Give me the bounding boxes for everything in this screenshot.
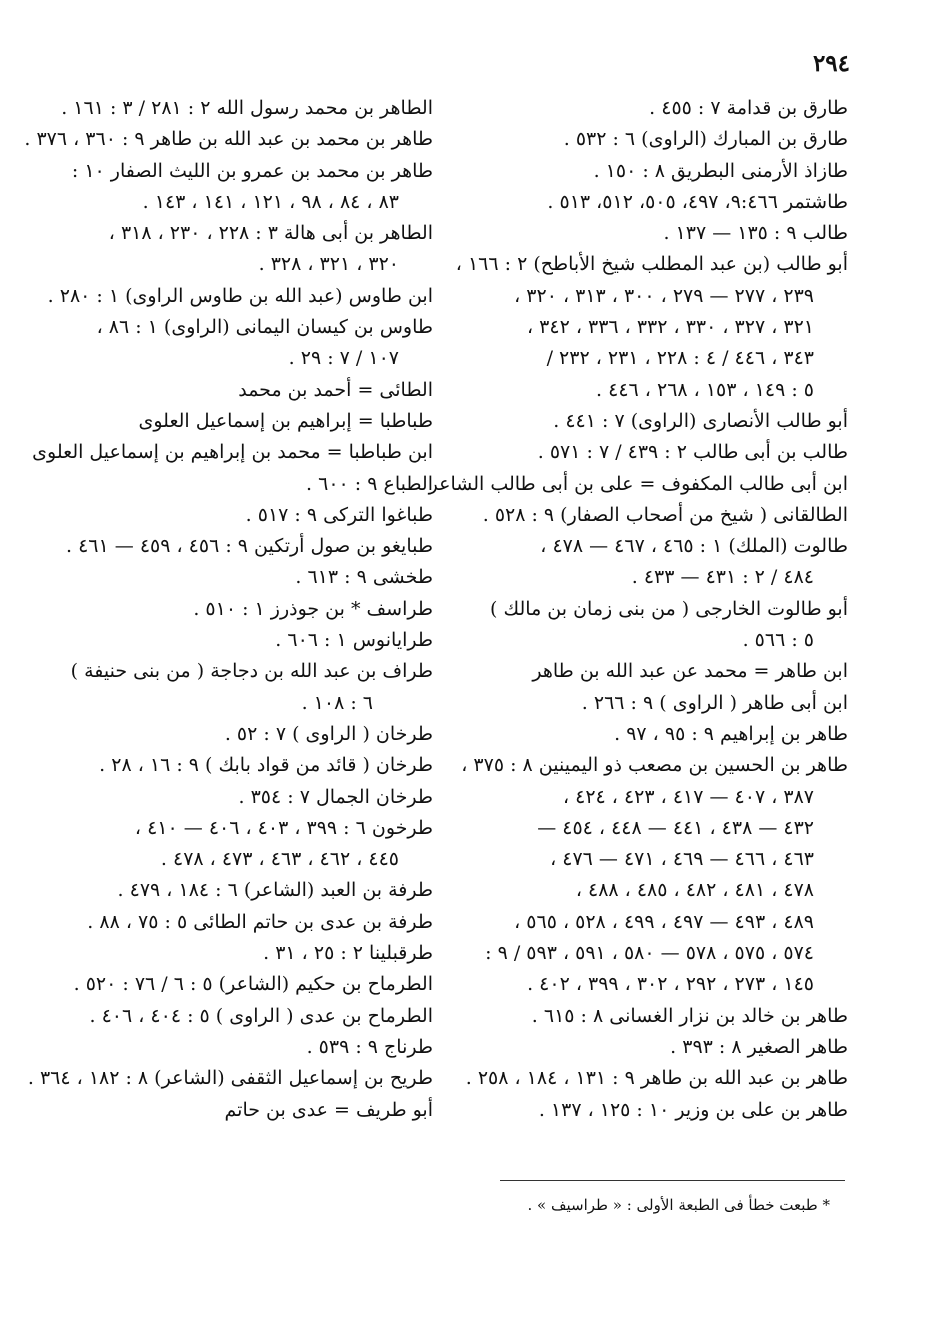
index-entry-line: ٣٤٣ ، ٤٤٦ / ٤ : ٢٢٨ ، ٢٣١ ، ٢٣٢ /: [546, 347, 814, 370]
index-entry-line: طاوس بن كيسان اليمانى (الراوى) ١ : ٨٦ ،: [96, 316, 433, 339]
index-entry-line: طاهر بن إبراهيم ٩ : ٩٥ ، ٩٧ .: [614, 722, 848, 745]
index-entry-line: طرخون ٦ : ٣٩٩ ، ٤٠٣ ، ٤٠٦ — ٤١٠ ،: [134, 816, 433, 839]
index-entry-line: ٢٣٩ ، ٢٧٧ — ٢٧٩ ، ٣٠٠ ، ٣١٣ ، ٣٢٠ ،: [514, 284, 814, 307]
index-entry-line: طرفة بن العبد (الشاعر) ٦ : ١٨٤ ، ٤٧٩ .: [117, 879, 433, 902]
index-entry-line: ٦ : ١٠٨ .: [301, 691, 373, 714]
index-entry-line: ابن أبى طاهر ( الراوى ) ٩ : ٢٦٦ .: [581, 691, 848, 714]
index-entry-line: ٨٣ ، ٨٤ ، ٩٨ ، ١٢١ ، ١٤١ ، ١٤٣ .: [142, 190, 399, 213]
footnote-rule: [500, 1180, 845, 1181]
index-entry-line: طرناج ٩ : ٥٣٩ .: [306, 1035, 433, 1058]
index-entry-line: ابن أبى طالب المكفوف = على بن أبى طالب الشاعر: [428, 472, 848, 495]
index-entry-line: طرايانوس ١ : ٦٠٦ .: [275, 629, 433, 652]
index-entry-line: طاهر بن محمد بن عبد الله بن طاهر ٩ : ٣٦٠ ، ٣٧٦ .: [24, 128, 433, 151]
index-entry-line: طرقبلينا ٢ : ٢٥ ، ٣١ .: [263, 942, 433, 965]
index-entry-line: طرخان الجمال ٧ : ٣٥٤ .: [238, 785, 433, 808]
index-entry-line: طارق بن قدامة ٧ : ٤٥٥ .: [649, 97, 848, 119]
index-entry-line: طاهر بن خالد بن نزار الغسانى ٨ : ٦١٥ .: [531, 1004, 848, 1027]
index-entry-line: ٤٨٤ / ٢ : ٤٣١ — ٤٣٣ .: [631, 566, 814, 589]
index-entry-line: طالب بن أبى طالب ٢ : ٤٣٩ / ٧ : ٥٧١ .: [537, 441, 848, 464]
index-entry-line: طالوت (الملك) ١ : ٤٦٥ ، ٤٦٧ — ٤٧٨ ،: [540, 535, 848, 558]
index-entry-line: طاهر بن الحسين بن مصعب ذو اليمينين ٨ : ٣٧٥ ،: [461, 754, 848, 777]
index-entry-line: طازاذ الأرمنى البطريق ٨ : ١٥٠ .: [593, 159, 848, 182]
index-entry-line: ٤٨٩ ، ٤٩٣ — ٤٩٧ ، ٤٩٩ ، ٥٢٨ ، ٥٦٥ ،: [514, 910, 814, 933]
index-entry-line: طاهر بن على بن وزير ١٠ : ١٢٥ ، ١٣٧ .: [538, 1098, 848, 1121]
index-entry-line: طاهر بن عبد الله بن طاهر ٩ : ١٣١ ، ١٨٤ ، ٢٥٨ .: [465, 1067, 848, 1090]
index-entry-line: طاشتمر ٩:٤٦٦، ٤٩٧، ٥٠٥، ٥١٢، ٥١٣ .: [547, 190, 848, 213]
index-column-left: [24, 93, 433, 1126]
index-entry-line: ابن طاوس (عبد الله بن طاوس الراوى) ١ : ٢٨٠ .: [47, 284, 433, 307]
index-column-right: [428, 93, 848, 1126]
index-entry-line: ٤٤٥ ، ٤٦٢ ، ٤٦٣ ، ٤٧٣ ، ٤٧٨ .: [160, 848, 399, 871]
index-entry-line: طريح بن إسماعيل الثقفى (الشاعر) ٨ : ١٨٢ ، ٣٦٤ .: [27, 1067, 433, 1090]
index-entry-line: ٥ : ٥٦٦ .: [742, 629, 814, 652]
index-entry-line: ٣٢١ ، ٣٢٧ ، ٣٣٠ ، ٣٣٢ ، ٣٣٦ ، ٣٤٢ ،: [526, 316, 814, 339]
index-entry-line: طباغوا التركى ٩ : ٥١٧ .: [245, 503, 433, 526]
index-entry-line: الطرماح بن حكيم (الشاعر) ٥ : ٦ / ٧٦ : ٥٢٠ .: [73, 973, 433, 996]
index-entry-line: الطاهر بن أبى هالة ٣ : ٢٢٨ ، ٢٣٠ ، ٣١٨ ،: [108, 222, 433, 245]
index-entry-line: الطالقانى ( شيخ من أصحاب الصفار) ٩ : ٥٢٨ .: [482, 503, 848, 526]
index-entry-line: ابن طباطبا = محمد بن إبراهيم بن إسماعيل العلوى: [32, 441, 433, 464]
index-entry-line: طبايغو بن صول أرتكين ٩ : ٤٥٦ ، ٤٥٩ — ٤٦١ .: [66, 535, 433, 558]
index-entry-line: طاهر الصغير ٨ : ٣٩٣ .: [670, 1035, 848, 1058]
page-number: ٢٩٤: [812, 50, 850, 77]
index-entry-line: طرفة بن عدى بن حاتم الطائى ٥ : ٧٥ ، ٨٨ .: [87, 910, 433, 933]
index-entry-line: طرخان ( الراوى ) ٧ : ٥٢ .: [224, 722, 433, 745]
index-entry-line: ٥ : ١٤٩ ، ١٥٣ ، ٢٦٨ ، ٤٤٦ .: [596, 378, 814, 401]
index-entry-line: طرخان ( قائد من قواد بابك ) ٩ : ١٦ ، ٢٨ .: [99, 754, 433, 777]
index-entry-line: طخشى ٩ : ٦١٣ .: [295, 566, 433, 589]
index-entry-line: الطرماح بن عدى ( الراوى ) ٥ : ٤٠٤ ، ٤٠٦ .: [89, 1004, 433, 1027]
index-entry-line: أبو طالب (بن عبد المطلب شيخ الأباطح) ٢ : ١٦٦ ،: [455, 253, 848, 276]
index-entry-line: ٥٧٤ ، ٥٧٥ ، ٥٧٨ — ٥٨٠ ، ٥٩١ ، ٥٩٣ / ٩ :: [485, 942, 814, 965]
index-entry-line: ٤٧٨ ، ٤٨١ ، ٤٨٢ ، ٤٨٥ ، ٤٨٨ ،: [575, 879, 814, 902]
index-entry-line: أبو طالب الأنصارى (الراوى) ٧ : ٤٤١ .: [553, 409, 848, 432]
index-entry-line: الطباع ٩ : ٦٠٠ .: [306, 472, 433, 495]
index-entry-line: ١٤٥ ، ٢٧٣ ، ٢٩٢ ، ٣٠٢ ، ٣٩٩ ، ٤٠٢ .: [527, 973, 814, 996]
index-entry-line: الطائى = أحمد بن محمد: [238, 378, 433, 401]
index-entry-line: طارق بن المبارك (الراوى) ٦ : ٥٣٢ .: [563, 128, 848, 151]
index-entry-line: طالب ٩ : ١٣٥ — ١٣٧ .: [663, 222, 848, 245]
index-entry-line: الطاهر بن محمد رسول الله ٢ : ٢٨١ / ٣ : ١٦١ .: [61, 97, 433, 119]
index-entry-line: طاهر بن محمد بن عمرو بن الليث الصفار ١٠ :: [71, 159, 433, 182]
index-entry-line: أبو طريف = عدى بن حاتم: [224, 1098, 433, 1121]
index-entry-line: ١٠٧ / ٧ : ٢٩ .: [288, 347, 399, 370]
index-entry-line: ٣٨٧ ، ٤٠٧ — ٤١٧ ، ٤٢٣ ، ٤٢٤ ،: [562, 785, 814, 808]
index-entry-line: ٤٣٢ — ٤٣٨ ، ٤٤١ — ٤٤٨ ، ٤٥٤ —: [537, 816, 814, 839]
index-entry-line: ابن طاهر = محمد عن عبد الله بن طاهر: [532, 660, 848, 683]
index-entry-line: أبو طالوت الخارجى ( من بنى زمان بن مالك ): [490, 597, 848, 620]
footnote: * طبعت خطأ فى الطبعة الأولى : « طراسيف » .: [527, 1196, 830, 1214]
index-entry-line: ٤٦٣ ، ٤٦٦ — ٤٦٩ ، ٤٧١ — ٤٧٦ ،: [550, 848, 814, 871]
index-entry-line: ٣٢٠ ، ٣٢١ ، ٣٢٨ .: [258, 253, 399, 276]
index-entry-line: طراف بن عبد الله بن دجاجة ( من بنى حنيفة ): [70, 660, 433, 683]
index-entry-line: طباطبا = إبراهيم بن إسماعيل العلوى: [138, 409, 433, 432]
index-entry-line: طراسف * بن جوذرز ١ : ٥١٠ .: [193, 597, 433, 620]
